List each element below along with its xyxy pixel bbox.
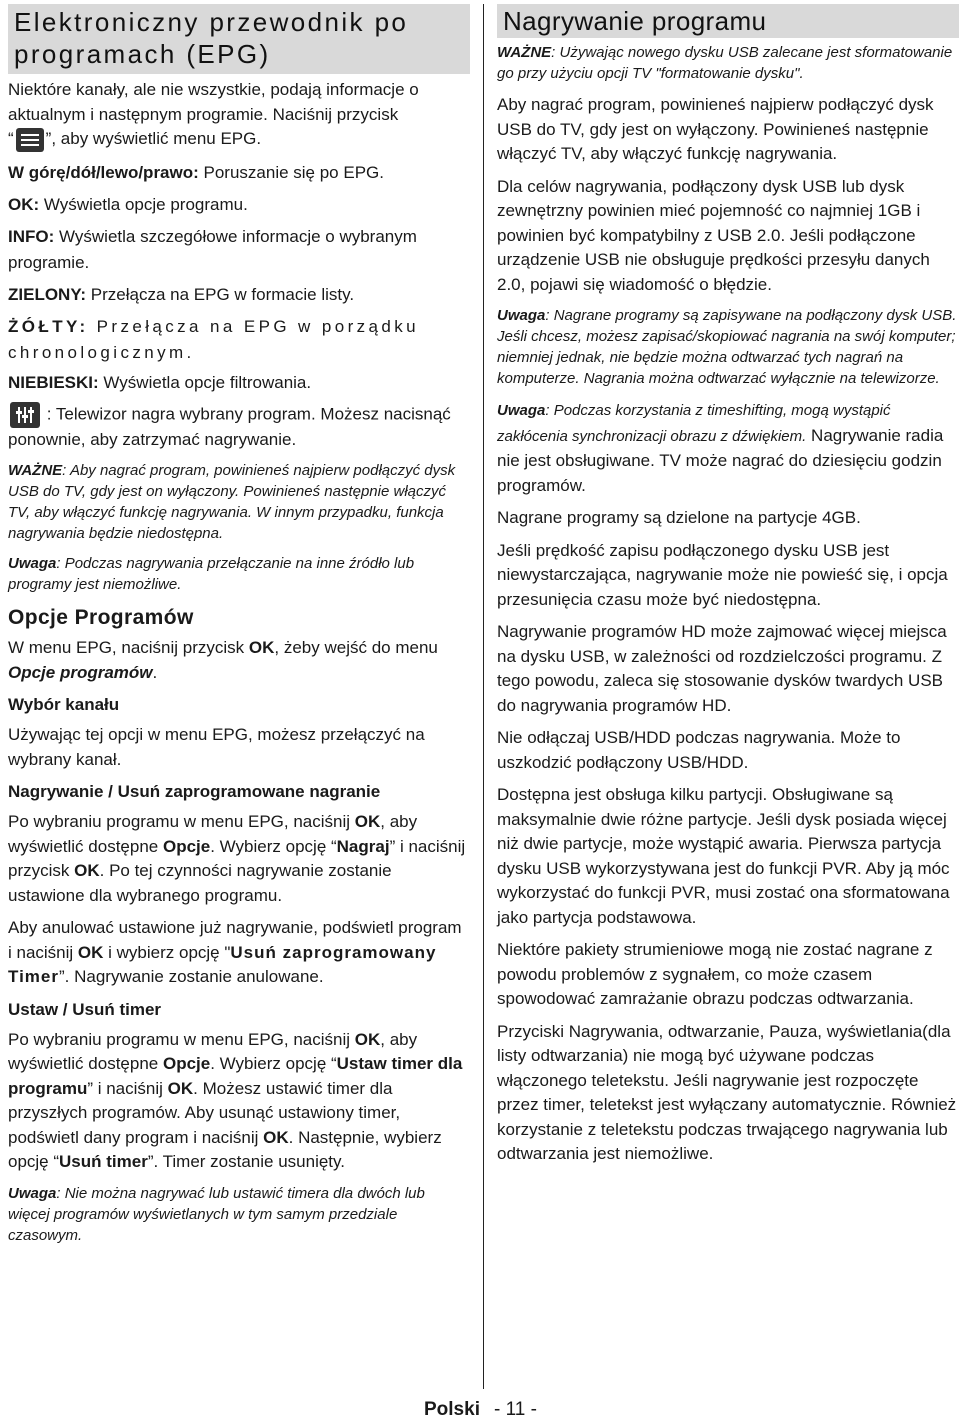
intro-text: Niektóre kanały, ale nie wszystkie, podają informacje o aktualnym i następnym programie. Naciśnij przycisk [8,80,419,124]
right-paragraph-9: Przyciski Nagrywania, odtwarzanie, Pauza, wyświetlania(dla listy odtwarzania) nie mogą być używane podczas włączonego teletekstu. Jeśli nagrywanie jest rozpoczęte przez timer, teletekst jest wyłączany automatycznie. Również korzystanie z teletekstu podczas trwającego nagrywania lub odtwarzania jest niemożliwe. [497,1021,957,1163]
left-column [8,4,470,1255]
rec1-ok: OK [354,812,381,832]
important-label: WAŻNE [8,462,63,480]
footer-language: Polski [424,1399,480,1420]
key-ok [8,192,470,218]
rec2-a: Aby anulować ustawione już nagrywanie, podświetl program i naciśnij [8,918,462,962]
timer-f: . Następnie, wybierz opcję “ [8,1127,442,1172]
channel-select-heading: Wybór kanału [8,695,120,715]
page-number: - 11 - [493,1399,537,1420]
key-green [8,282,470,308]
timer-ok3: OK [263,1127,289,1147]
right-note1-text: : Nagrane programy są zapisywane na podłączony dysk USB. Jeśli chcesz, możesz zapisać/skopiować nagrania na swój komputer; niemniej jednak, nie będzie można odtwarzać tych nagrań na komputerze. Nagrania można odtwarzać wyłącznie na telewizorze. [497,307,957,387]
options-text-b: , żeby wejść do menu [274,638,438,658]
key-record-text: : Telewizor nagra wybrany program. Możesz nacisnąć ponownie, aby zatrzymać nagrywanie. [8,404,451,449]
rec2-b: i wybierz opcję " [103,942,231,962]
key-green-text: Przełącza na EPG w formacie listy. [86,284,355,304]
record-paragraph-1 [8,810,470,908]
right-note-1 [497,305,959,389]
key-nav [8,160,470,186]
rec1-opcje: Opcje [162,836,211,856]
rec1-b: , aby wyświetlić dostępne [8,812,418,856]
rec1-nagraj: Nagraj [336,836,390,856]
timer-ok: OK [354,1029,381,1049]
right-paragraph-8: Niektóre pakiety strumieniowe mogą nie zostać nagrane z powodu problemów z sygnałem, co może czasem spowodować zamrażanie obrazu podczas odtwarzania. [497,940,933,1008]
timer-usun: Usuń timer [59,1152,148,1172]
right-column [497,4,959,1175]
right-note2-label: Uwaga [497,402,546,419]
key-green-label: ZIELONY: [8,284,87,304]
rec2-usun: Usuń zaprogramowany Timer [8,942,437,987]
key-yellow-label: ŻÓŁTY: [8,316,89,336]
right-note2-tail: Nagrywanie radia nie jest obsługiwane. TV może nagrać do dziesięciu godzin programów. [497,425,944,495]
program-options-text [8,636,470,685]
key-info-label: INFO: [8,226,55,246]
important-text: : Aby nagrać program, powinieneś najpierw podłączyć dysk USB do TV, gdy jest on wyłączony. Powinieneś następnie włączyć TV, aby włączyć funkcję nagrywania. W innym przypadku, funkcja nagrywania będzie niedostępna. [8,462,456,543]
record-paragraph-2 [8,916,470,990]
options-menu-name: Opcje programów [8,662,153,682]
timer-ustaw: Ustaw timer dla programu [8,1054,463,1098]
right-important-label: WAŻNE [497,44,552,61]
note-text: : Podczas nagrywania przełączanie na inne źródło lub programy jest niemożliwe. [8,555,415,594]
rec1-c: . Wybierz opcję “ [210,836,337,856]
epg-section-title: Elektroniczny przewodnik po programach (EPG) [8,4,470,74]
timer-e: . Możesz ustawić timer dla przyszłych programów. Aby usunąć ustawiony timer, podświetl dany program i naciśnij [8,1078,401,1147]
column-divider [483,4,484,1389]
timer-g: ”. Timer zostanie usunięty. [147,1152,345,1172]
note-timer-overlap [8,1183,470,1246]
timer-c: . Wybierz opcję “ [210,1054,337,1074]
rec1-ok2: OK [74,861,100,881]
key-blue [8,370,470,396]
note2-text: : Nie można nagrywać lub ustawić timera dla dwóch lub więcej programów wyświetlanych w tym samym przedziale czasowym. [8,1184,425,1244]
right-paragraph-1: Aby nagrać program, powinieneś najpierw podłączyć dysk USB do TV, gdy jest on wyłączony. Powinieneś następnie włączyć TV, aby włączyć funkcję nagrywania. [497,95,934,163]
page-footer [424,1398,537,1422]
right-note-2 [497,398,959,498]
rec1-e: . Po tej czynności nagrywanie zostanie ustawione dla wybranego programu. [8,861,392,905]
record-delete-heading: Nagrywanie / Usuń zaprogramowane nagranie [8,782,381,802]
intro-quote: “ [8,129,14,148]
note2-label: Uwaga [8,1184,57,1202]
timer-opcje: Opcje [162,1054,211,1074]
key-yellow [8,314,470,366]
options-text-c: . [152,662,158,682]
rec1-a: Po wybraniu programu w menu EPG, naciśnij [8,812,355,832]
key-nav-label: W górę/dół/lewo/prawo: [8,162,199,182]
key-nav-text: Poruszanie się po EPG. [198,162,384,182]
key-ok-text: Wyświetla opcje programu. [39,194,248,214]
options-text-a: W menu EPG, naciśnij przycisk [8,638,249,658]
rec1-d: ” i naciśnij przycisk [8,836,466,881]
timer-paragraph [8,1028,470,1175]
timer-a: Po wybraniu programu w menu EPG, naciśnij [8,1029,355,1049]
key-blue-label: NIEBIESKI: [8,372,99,392]
key-blue-text: Wyświetla opcje filtrowania. [98,372,312,392]
key-record [8,402,470,453]
rec2-ok: OK [77,942,104,962]
timer-b: , aby wyświetlić dostępne [8,1029,418,1074]
rec2-c: ”. Nagrywanie zostanie anulowane. [59,967,324,987]
recording-section-title: Nagrywanie programu [497,4,959,38]
menu-icon [16,128,44,152]
right-note1-label: Uwaga [497,307,546,324]
channel-select-text: Używając tej opcji w menu EPG, możesz przełączyć na wybrany kanał. [8,725,425,769]
right-paragraph-4: Jeśli prędkość zapisu podłączonego dysku USB jest niewystarczająca, nagrywanie może nie powieść się, i opcja przesunięcia czasu może być niedostępna. [497,540,948,609]
key-ok-label: OK: [8,194,40,214]
right-paragraph-7: Dostępna jest obsługa kilku partycji. Obsługiwane są maksymalnie dwie różne partycje. Jeśli dysk posiada więcej niż dwie partycje, może wystąpić awaria. Pierwsza partycja dysku USB wykorzystywana jest do funkcji PVR. Aby ją móc wykorzystać do funkcji PVR, musi zostać ona sformatowana jako partycja podstawowa. [497,785,950,927]
intro-text-end: ”, aby wyświetlić menu EPG. [45,129,262,148]
right-paragraph-2: Dla celów nagrywania, podłączony dysk USB lub dysk zewnętrzny powinien mieć pojemność co najmniej 1GB i powinien być kompatybilny z USB 2.0. Jeśli podłączone urządzenie USB nie obsługuje prędkości przesyłu danych 2.0, pojawi się wiadomość o błędzie. [497,176,930,294]
right-paragraph-5: Nagrywanie programów HD może zajmować więcej miejsca na dysku USB, w zależności od rozdzielczości programu. Z tego powodu, zaleca się stosowanie dysków twardych USB do nagrywania programów HD. [497,622,947,715]
right-important-text: : Używając nowego dysku USB zalecane jest sformatowanie go przy użyciu opcji TV "formatowanie dysku". [497,44,953,82]
note-label: Uwaga [8,555,57,573]
epg-intro [8,78,470,152]
important-note [8,460,470,544]
key-info-text: Wyświetla szczegółowe informacje o wybranym programie. [8,226,417,272]
key-yellow-text: Przełącza na EPG w porządku chronologicznym. [8,316,419,362]
right-paragraph-6: Nie odłączaj USB/HDD podczas nagrywania. Może to uszkodzić podłączony USB/HDD. [497,728,901,772]
right-important-note [497,42,959,84]
timer-ok2: OK [167,1078,194,1098]
timer-heading: Ustaw / Usuń timer [8,999,162,1019]
record-icon [10,402,40,428]
right-paragraph-3: Nagrane programy są dzielone na partycje 4GB. [497,508,861,527]
note-source-switch [8,553,470,595]
program-options-heading: Opcje Programów [8,606,194,630]
key-info [8,224,470,276]
timer-d: ” i naciśnij [87,1078,168,1098]
right-note2-text: : Podczas korzystania z timeshifting, mogą wystąpić zakłócenia synchronizacji obrazu z dźwiękiem. [497,402,891,445]
options-ok: OK [248,638,275,658]
